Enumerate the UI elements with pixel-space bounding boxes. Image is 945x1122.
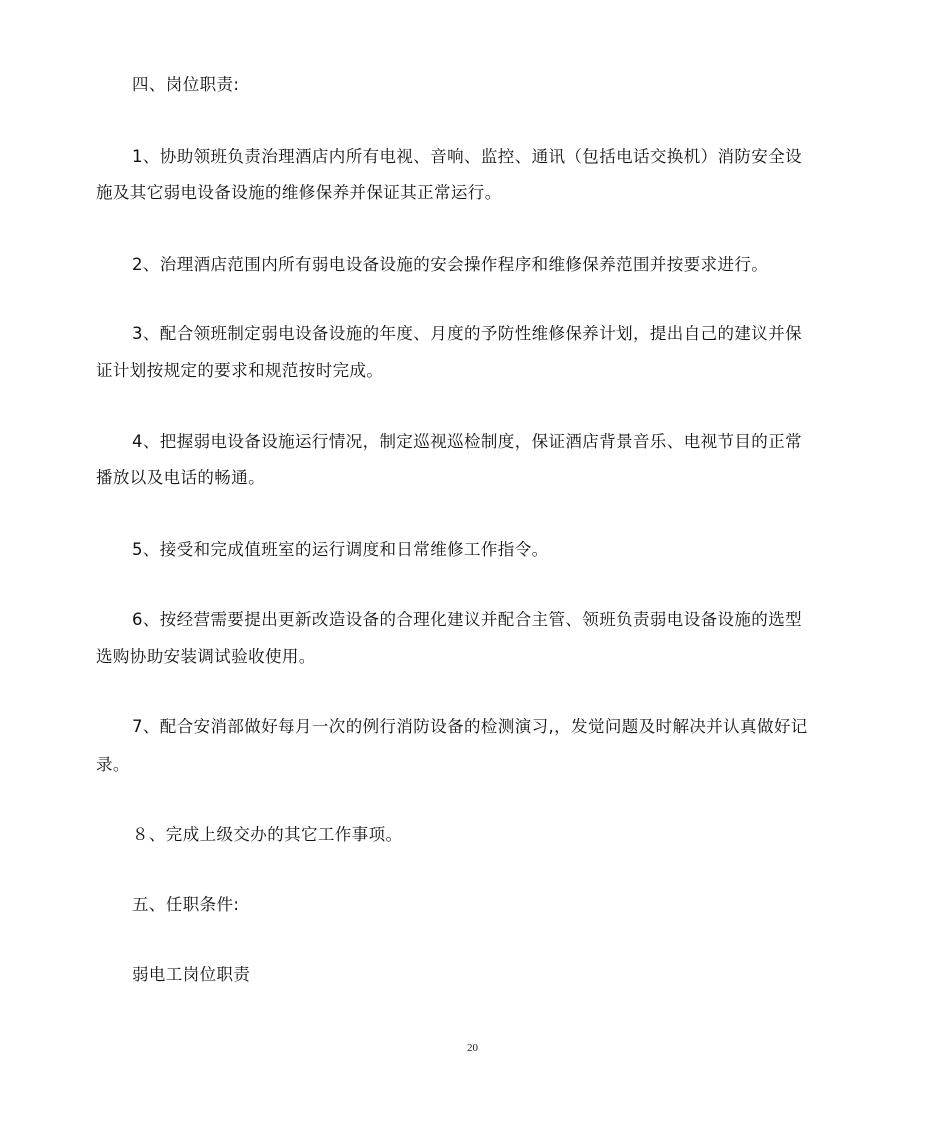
duty-item-6-line-2: 选购协助安装调试验收使用。 <box>96 647 316 666</box>
document-subtitle: 弱电工岗位职责 <box>132 965 251 984</box>
duty-item-4-line-2: 播放以及电话的畅通。 <box>96 468 265 487</box>
duty-item-3-line-1: 3、配合领班制定弱电设备设施的年度、月度的予防性维修保养计划，提出自己的建议并保 <box>132 324 802 343</box>
duty-item-7-line-1: 7、配合安消部做好每月一次的例行消防设备的检测演习,，发觉问题及时解决并认真做好记 <box>132 717 808 736</box>
duty-item-3-line-2: 证计划按规定的要求和规范按时完成。 <box>96 361 384 380</box>
duty-item-2: 2、治理酒店范围内所有弱电设备设施的安会操作程序和维修保养范围并按要求进行。 <box>132 255 769 274</box>
duty-item-6-line-1: 6、按经营需要提出更新改造设备的合理化建议并配合主管、领班负责弱电设备设施的选型 <box>132 610 802 629</box>
section-heading-4: 四、岗位职责: <box>132 75 240 94</box>
duty-item-4-line-1: 4、把握弱电设备设施运行情况，制定巡视巡检制度，保证酒店背景音乐、电视节目的正常 <box>132 432 802 451</box>
page-number: 20 <box>467 1042 478 1054</box>
section-heading-5: 五、任职条件: <box>132 895 240 914</box>
duty-item-7-line-2: 录。 <box>96 755 130 774</box>
duty-item-8: ８、完成上级交办的其它工作事项。 <box>132 825 403 844</box>
duty-item-1-line-2: 施及其它弱电设备设施的维修保养并保证其正常运行。 <box>96 183 502 202</box>
duty-item-1-line-1: 1、协助领班负责治理酒店内所有电视、音响、监控、通讯（包括电话交换机）消防安全设 <box>132 147 802 166</box>
duty-item-5: 5、接受和完成值班室的运行调度和日常维修工作指令。 <box>132 540 549 559</box>
